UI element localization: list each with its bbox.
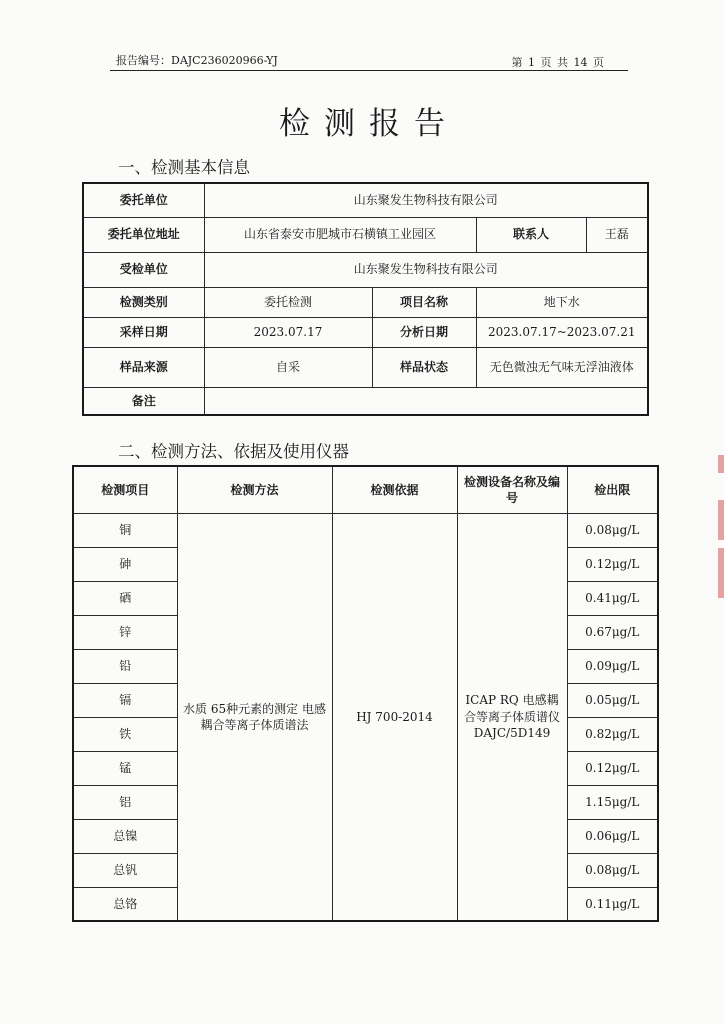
limit-cell: 0.67μg/L xyxy=(567,615,658,649)
report-header xyxy=(110,48,628,71)
sampling-date-label: 采样日期 xyxy=(83,317,204,347)
sample-state-value: 无色微浊无气味无浮油液体 xyxy=(476,347,648,387)
client-label: 委托单位 xyxy=(83,183,204,217)
item-cell: 锰 xyxy=(73,751,177,785)
limit-cell: 0.08μg/L xyxy=(567,853,658,887)
sample-source-label: 样品来源 xyxy=(83,347,204,387)
report-number: 报告编号：DAJC236020966-YJ xyxy=(116,54,278,67)
limit-cell: 0.11μg/L xyxy=(567,887,658,921)
item-cell: 硒 xyxy=(73,581,177,615)
limit-cell: 0.82μg/L xyxy=(567,717,658,751)
header-method: 检测方法 xyxy=(177,466,332,513)
inspected-value: 山东聚发生物科技有限公司 xyxy=(204,252,648,287)
project-value: 地下水 xyxy=(476,287,648,317)
header-item: 检测项目 xyxy=(73,466,177,513)
remark-value xyxy=(204,387,648,415)
item-cell: 铜 xyxy=(73,513,177,547)
header-limit: 检出限 xyxy=(567,466,658,513)
item-cell: 总镍 xyxy=(73,819,177,853)
limit-cell: 0.12μg/L xyxy=(567,751,658,785)
analysis-date-value: 2023.07.17~2023.07.21 xyxy=(476,317,648,347)
seal-edge-mark xyxy=(718,548,724,598)
seal-edge-mark xyxy=(718,455,724,473)
client-address-value: 山东省泰安市肥城市石横镇工业园区 xyxy=(204,217,476,252)
method-cell: 水质 65种元素的测定 电感耦合等离子体质谱法 xyxy=(177,513,332,921)
test-type-label: 检测类别 xyxy=(83,287,204,317)
limit-cell: 0.08μg/L xyxy=(567,513,658,547)
basis-cell: HJ 700-2014 xyxy=(332,513,457,921)
section2-heading: 二、检测方法、依据及使用仪器 xyxy=(118,442,349,461)
item-cell: 砷 xyxy=(73,547,177,581)
item-cell: 总铬 xyxy=(73,887,177,921)
sampling-date-value: 2023.07.17 xyxy=(204,317,372,347)
sample-state-label: 样品状态 xyxy=(372,347,476,387)
contact-label: 联系人 xyxy=(476,217,586,252)
limit-cell: 1.15μg/L xyxy=(567,785,658,819)
test-type-value: 委托检测 xyxy=(204,287,372,317)
method-table xyxy=(72,465,659,922)
item-cell: 铝 xyxy=(73,785,177,819)
inspected-label: 受检单位 xyxy=(83,252,204,287)
section1-heading: 一、检测基本信息 xyxy=(118,158,250,177)
project-label: 项目名称 xyxy=(372,287,476,317)
basic-info-table xyxy=(82,182,649,416)
item-cell: 锌 xyxy=(73,615,177,649)
limit-cell: 0.05μg/L xyxy=(567,683,658,717)
item-cell: 铁 xyxy=(73,717,177,751)
item-cell: 镉 xyxy=(73,683,177,717)
limit-cell: 0.06μg/L xyxy=(567,819,658,853)
analysis-date-label: 分析日期 xyxy=(372,317,476,347)
instrument-cell: ICAP RQ 电感耦合等离子体质谱仪 DAJC/5D149 xyxy=(457,513,567,921)
limit-cell: 0.12μg/L xyxy=(567,547,658,581)
header-basis: 检测依据 xyxy=(332,466,457,513)
client-value: 山东聚发生物科技有限公司 xyxy=(204,183,648,217)
page-info: 第 1 页 共 14 页 xyxy=(511,56,604,69)
page-title: 检测报告 xyxy=(279,106,459,142)
limit-cell: 0.09μg/L xyxy=(567,649,658,683)
sample-source-value: 自采 xyxy=(204,347,372,387)
contact-value: 王磊 xyxy=(586,217,648,252)
client-address-label: 委托单位地址 xyxy=(83,217,204,252)
seal-edge-mark xyxy=(718,500,724,540)
item-cell: 总钒 xyxy=(73,853,177,887)
header-instrument: 检测设备名称及编号 xyxy=(457,466,567,513)
remark-label: 备注 xyxy=(83,387,204,415)
limit-cell: 0.41μg/L xyxy=(567,581,658,615)
item-cell: 铅 xyxy=(73,649,177,683)
